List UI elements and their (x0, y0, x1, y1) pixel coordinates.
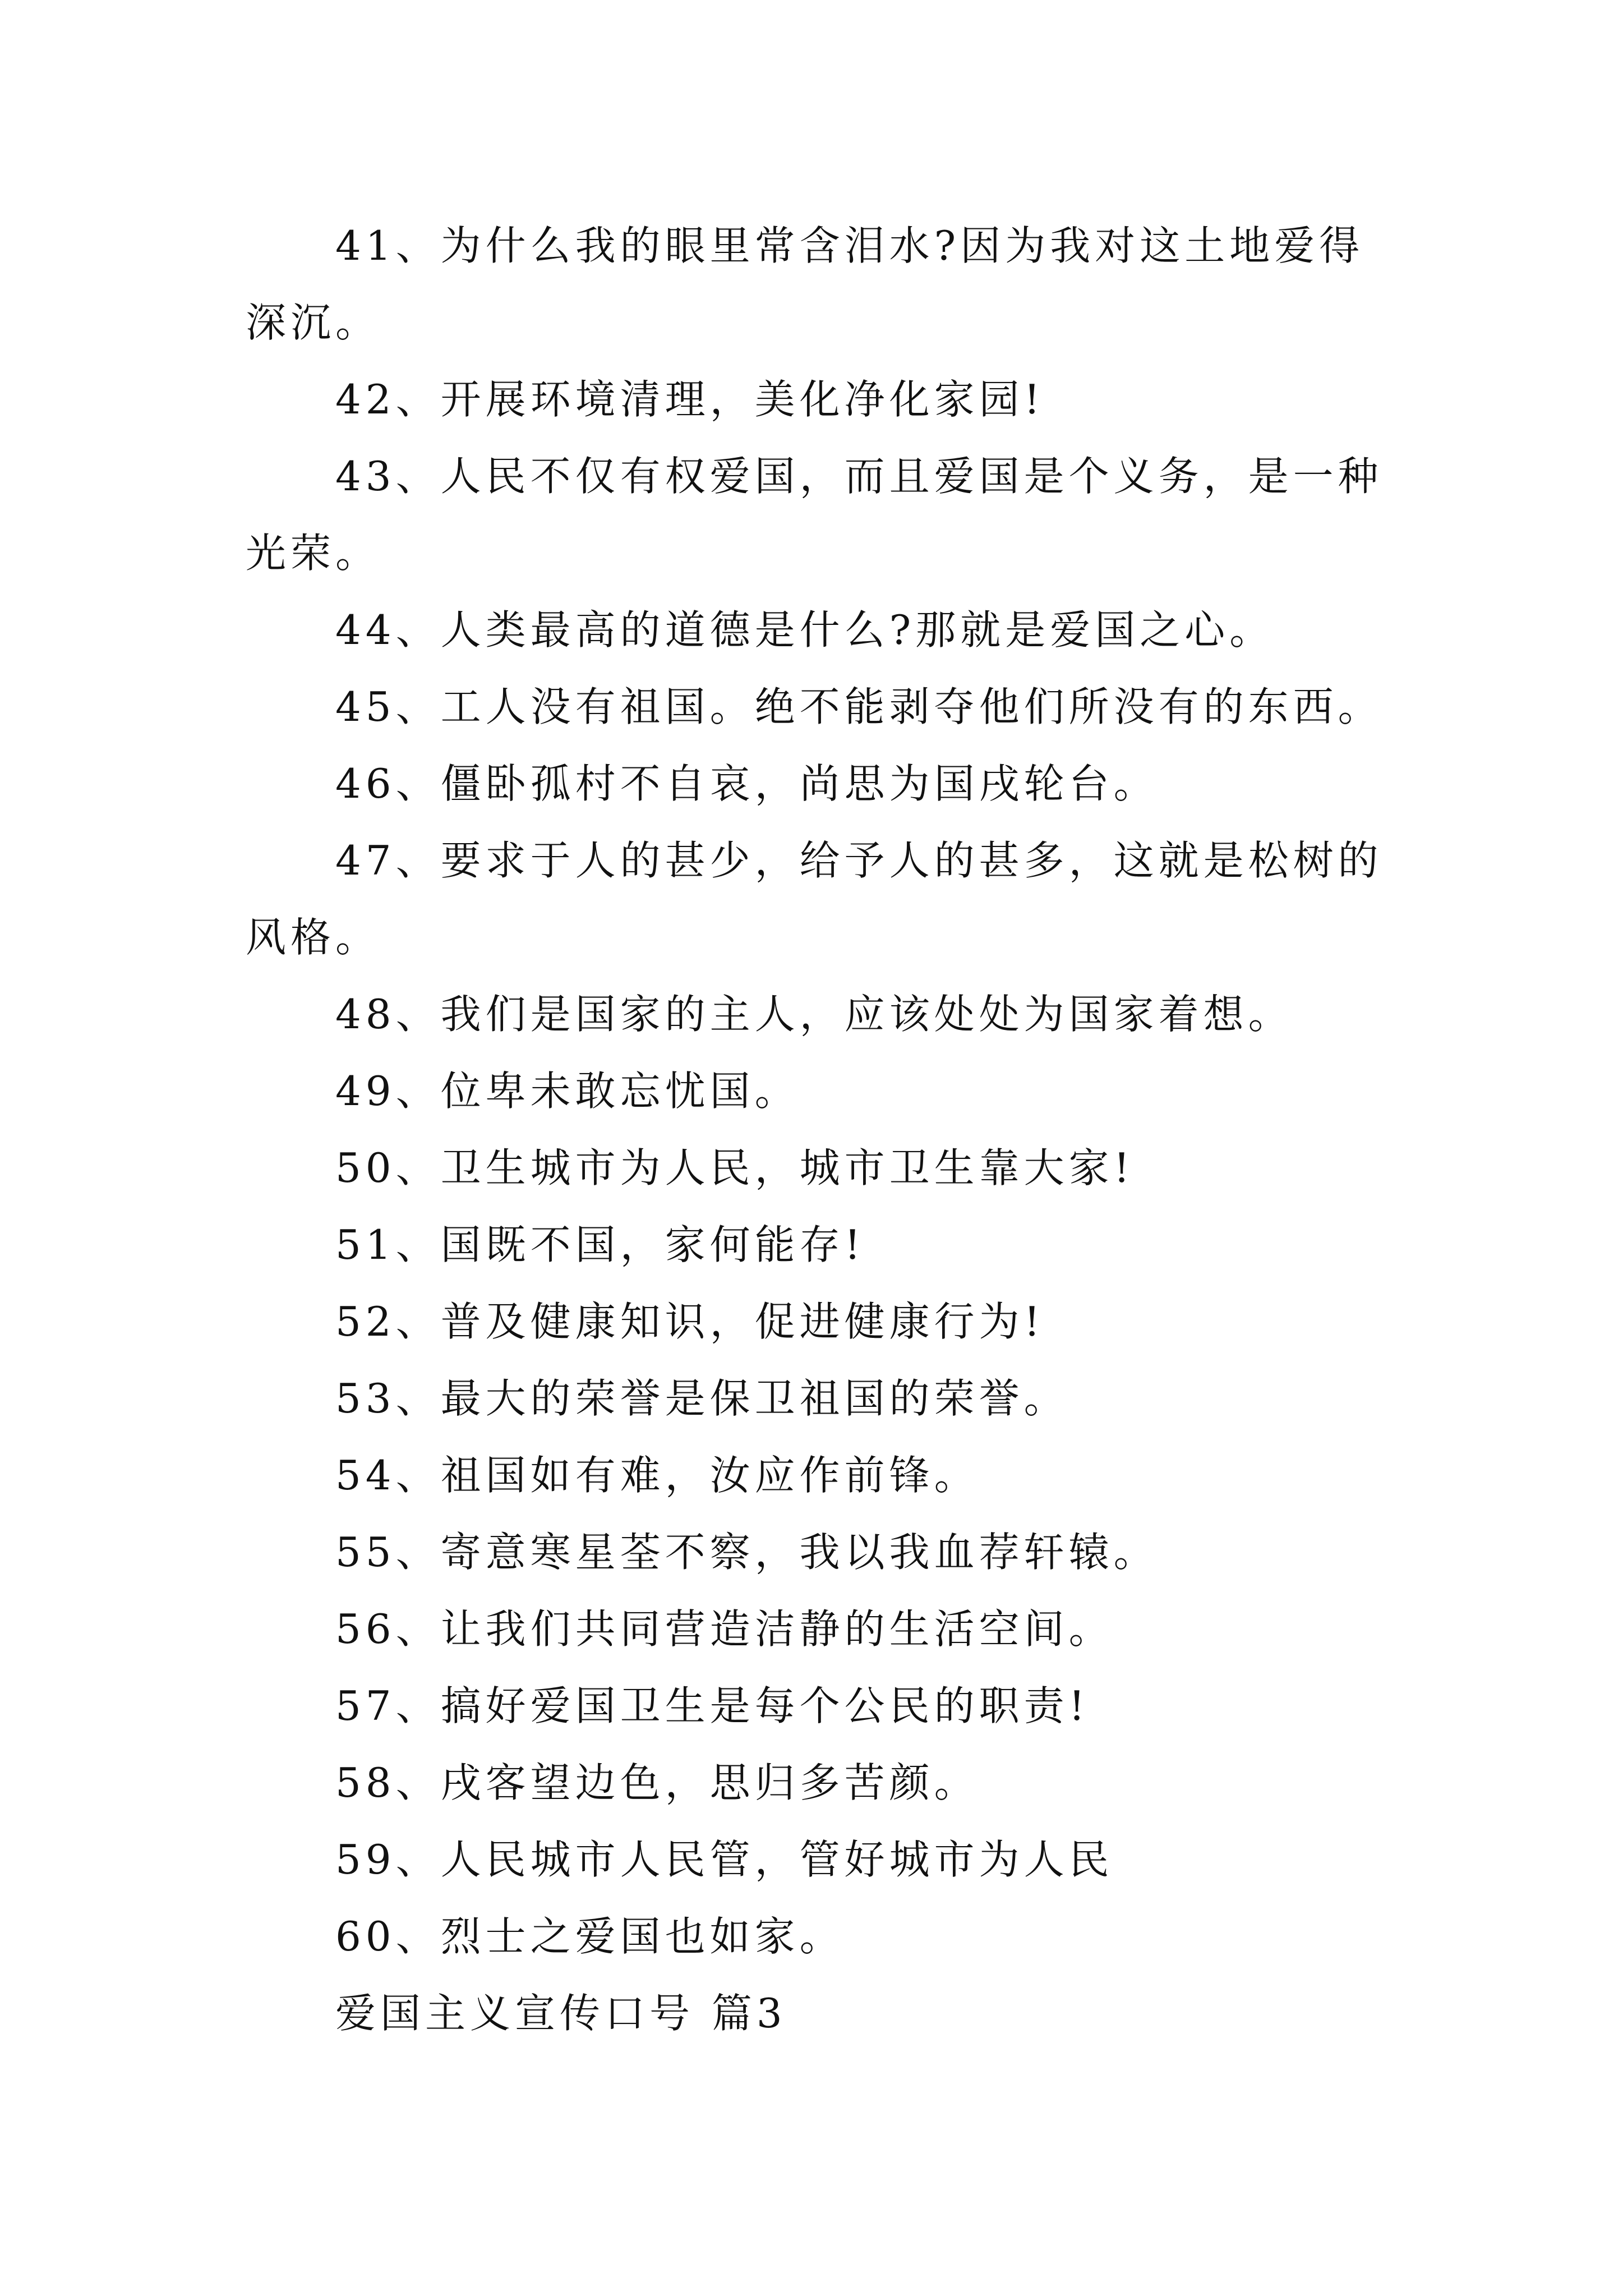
slogan-44: 44、人类最高的道德是什么?那就是爱国之心。 (335, 606, 1275, 654)
section-heading: 爱国主义宣传口号 篇3 (335, 1990, 787, 2037)
slogan-52: 52、普及健康知识，促进健康行为! (335, 1298, 1045, 1345)
slogan-45: 45、工人没有祖国。绝不能剥夺他们所没有的东西。 (335, 683, 1383, 730)
slogan-54: 54、祖国如有难，汝应作前锋。 (335, 1452, 979, 1499)
slogan-56: 56、让我们共同营造洁静的生活空间。 (335, 1605, 1114, 1653)
document-body (246, 208, 1390, 2052)
slogan-50: 50、卫生城市为人民，城市卫生靠大家! (335, 1144, 1135, 1191)
slogan-49: 49、位卑未敢忘忧国。 (335, 1068, 800, 1115)
slogan-47: 47、要求于人的甚少，给予人的甚多，这就是松树的风格。 (246, 837, 1383, 961)
slogan-46: 46、僵卧孤村不自哀，尚思为国戌轮台。 (335, 760, 1159, 807)
slogan-42: 42、开展环境清理，美化净化家园! (335, 376, 1045, 423)
slogan-57: 57、搞好爱国卫生是每个公民的职责! (335, 1682, 1090, 1729)
slogan-51: 51、国既不国，家何能存! (335, 1221, 865, 1268)
slogan-55: 55、寄意寒星荃不察，我以我血荐轩辕。 (335, 1529, 1159, 1576)
slogan-43: 43、人民不仅有权爱国，而且爱国是个义务，是一种光荣。 (246, 453, 1383, 577)
slogan-41: 41、为什么我的眼里常含泪水?因为我对这土地爱得深沉。 (246, 222, 1364, 346)
slogan-59: 59、人民城市人民管，管好城市为人民 (335, 1836, 1114, 1883)
slogan-60: 60、烈士之爱国也如家。 (335, 1913, 845, 1960)
slogan-53: 53、最大的荣誉是保卫祖国的荣誉。 (335, 1375, 1069, 1422)
slogan-58: 58、戌客望边色，思归多苦颜。 (335, 1759, 979, 1806)
slogan-48: 48、我们是国家的主人，应该处处为国家着想。 (335, 991, 1293, 1038)
